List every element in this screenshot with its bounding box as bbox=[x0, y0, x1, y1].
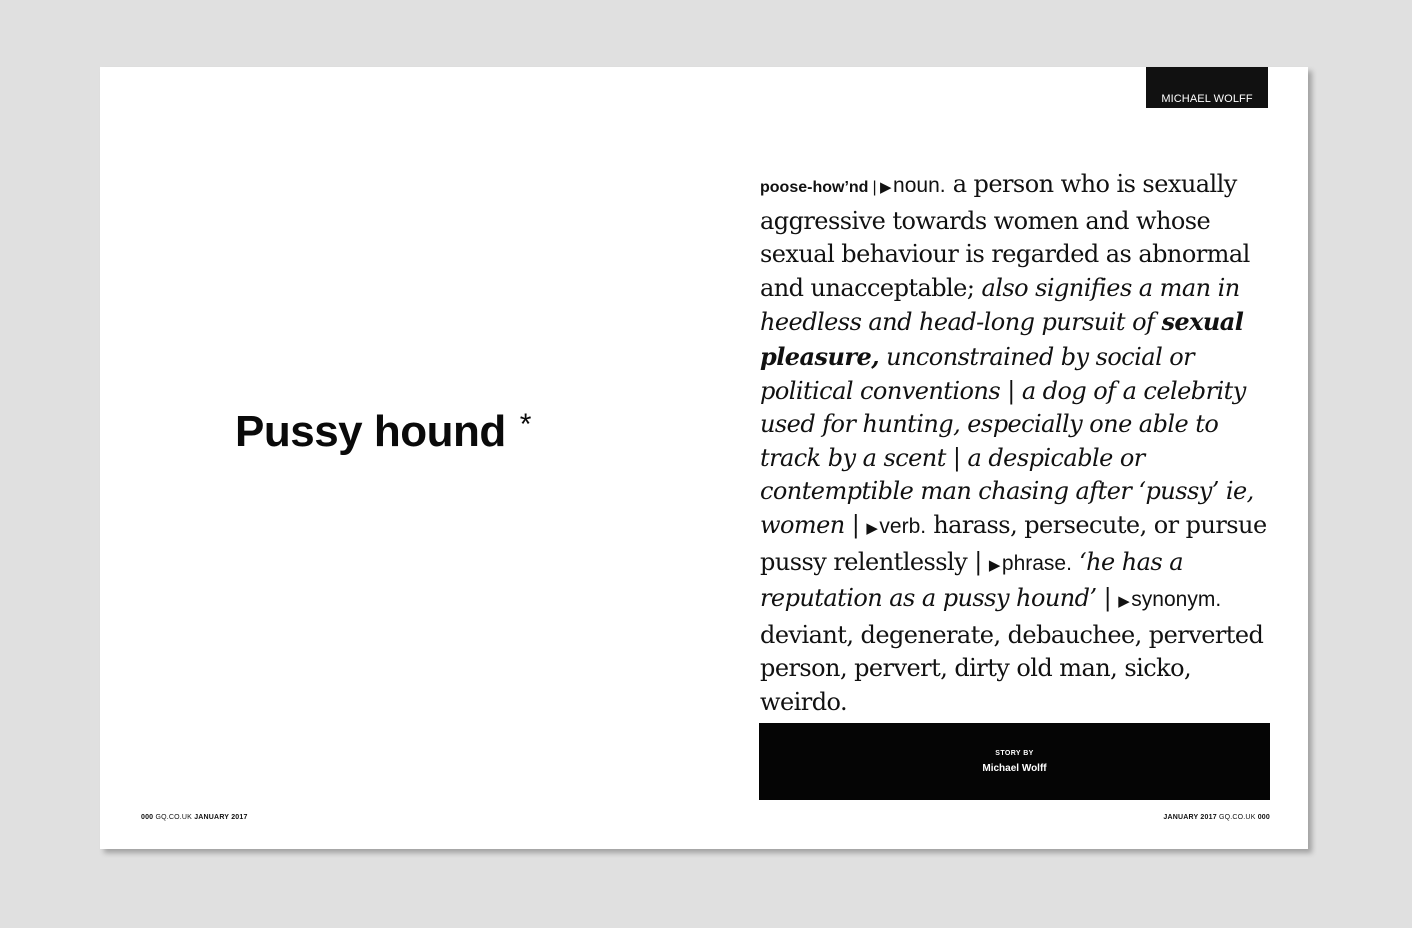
pronunciation: poose-how’nd bbox=[760, 179, 869, 196]
pos-noun: noun. bbox=[893, 174, 946, 197]
sense-2: a dog of a celebrity used for hunting, especially one able to track by a scent bbox=[760, 376, 1246, 472]
sense-3: a despicable or contemptible man chasing after ‘pussy’ ie, women bbox=[760, 443, 1254, 539]
magazine-spread bbox=[100, 67, 1308, 849]
arrow-icon: ▶ bbox=[880, 178, 892, 196]
separator: | bbox=[974, 547, 982, 576]
folio-issue: JANUARY 2017 bbox=[1163, 814, 1217, 821]
folio-issue: JANUARY 2017 bbox=[194, 814, 248, 821]
pos-synonym: synonym. bbox=[1131, 588, 1222, 612]
separator: | bbox=[851, 510, 860, 539]
folio-site: GQ.CO.UK bbox=[155, 814, 193, 821]
separator: | bbox=[1103, 584, 1112, 613]
folio-right bbox=[1163, 814, 1270, 821]
noun-italic-2: unconstrained by social or political conventions bbox=[760, 342, 1195, 405]
credit-kicker: STORY BY bbox=[995, 750, 1034, 757]
folio-left bbox=[141, 814, 248, 821]
noun-italic-1: also signifies a man in heedless and head-long pursuit of bbox=[760, 273, 1240, 337]
arrow-icon: ▶ bbox=[988, 555, 1000, 574]
noun-text: a person who is sexually aggressive towards women and whose sexual behaviour is regarded as abnormal and unacceptable; bbox=[760, 170, 1250, 302]
phrase-text: ‘he has a reputation as a pussy hound’ bbox=[760, 547, 1184, 613]
headline bbox=[235, 407, 531, 457]
credit-author-name: Michael Wolff bbox=[982, 763, 1047, 774]
asterisk-mark: * bbox=[519, 408, 531, 441]
arrow-icon: ▶ bbox=[866, 518, 878, 537]
separator: | bbox=[952, 443, 961, 472]
verb-text: harass, persecute, or pursue pussy relentlessly bbox=[760, 510, 1267, 576]
headline-title: Pussy hound bbox=[235, 407, 506, 456]
author-tag bbox=[1146, 67, 1268, 108]
folio-site: GQ.CO.UK bbox=[1218, 814, 1256, 821]
separator: | bbox=[872, 179, 877, 196]
author-tag-label: MICHAEL WOLFF bbox=[1161, 93, 1253, 105]
arrow-icon: ▶ bbox=[1118, 592, 1130, 611]
noun-emphasis: sexual pleasure, bbox=[760, 307, 1244, 371]
folio-page-number: 000 bbox=[1257, 814, 1270, 821]
pos-verb: verb. bbox=[879, 514, 927, 538]
story-credit-box bbox=[759, 723, 1270, 800]
definition-body bbox=[760, 168, 1272, 720]
pos-phrase: phrase. bbox=[1001, 551, 1072, 575]
separator: | bbox=[1007, 376, 1015, 405]
synonym-text: deviant, degenerate, debauchee, perverted person, pervert, dirty old man, sicko, weirdo. bbox=[760, 620, 1264, 716]
folio-page-number: 000 bbox=[141, 814, 154, 821]
